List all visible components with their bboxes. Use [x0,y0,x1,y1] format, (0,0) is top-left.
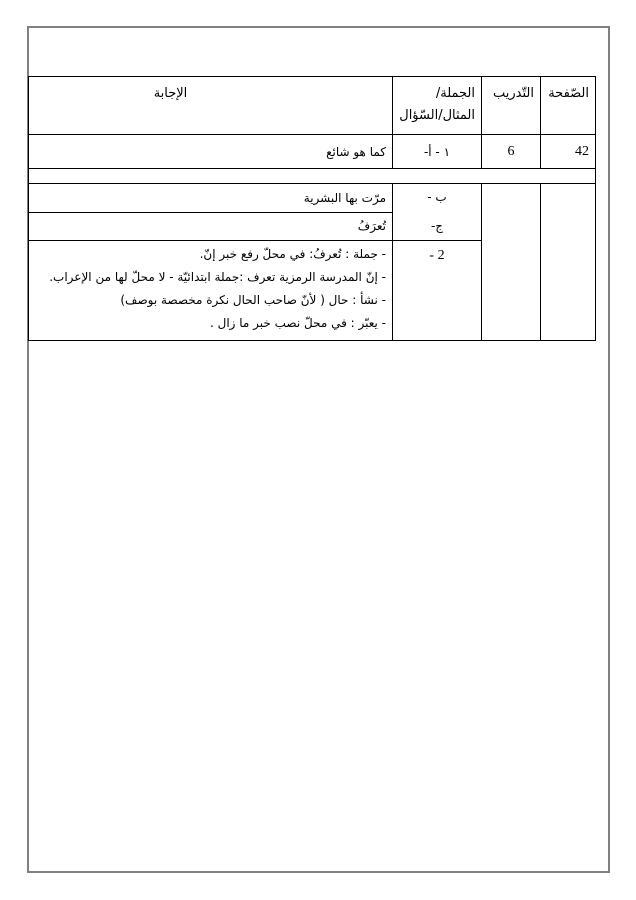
table-row [29,135,596,169]
row2-answers-2 [29,241,393,341]
question-c-label: ج- [430,219,444,233]
header-answer-label: الإجابة [153,86,188,101]
answer-line-2: - إنّ المدرسة الرمزية تعرف :جملة ابتدائيّة - لا محلّ لها من الإعراب. [49,270,386,284]
header-question-line2: المثال/السّؤال [399,108,475,123]
answer-line-3: - نشأ : حال ( لأنّ صاحب الحال نكرة مخصصة بوصف) [120,293,386,307]
row1-question: ١ - أ- [393,135,482,169]
row2-answer-c: تُعرَفُ [29,212,393,241]
row1-answer: كما هو شائع [29,135,393,169]
row2-question-b [393,184,482,241]
row2-exercise [482,184,541,341]
question-b-label: ب - [427,190,447,204]
header-question-line1: الجملة/ [435,86,475,101]
row1-page: 42 [541,135,596,169]
header-page: الصّفحة [541,77,596,135]
row1-exercise: 6 [482,135,541,169]
table-row [29,184,596,213]
spacer-row [29,169,596,184]
row2-answer-b: مرّت بها البشرية [29,184,393,213]
exercise-table [28,76,596,330]
header-exercise: التّدريب [482,77,541,135]
answer-line-1: - جملة : تُعرفُ: في محلّ رفع خبر إنّ. [199,247,386,261]
row2-question-2: 2 - [393,241,482,341]
table-header-row [29,77,596,135]
header-answer [29,77,393,135]
answer-line-4: - يعبّر : في محلّ نصب خبر ما زال . [209,316,386,330]
row2-page [541,184,596,341]
row-gap [29,169,596,184]
header-question [393,77,482,135]
